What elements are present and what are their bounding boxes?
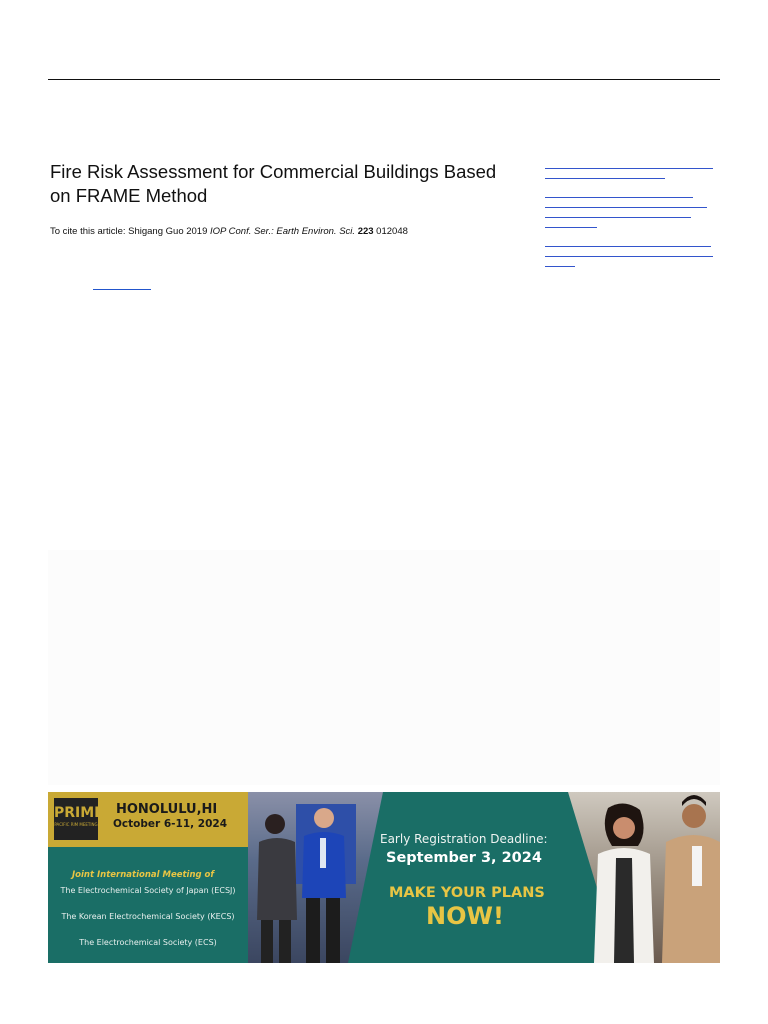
cta-line-2: NOW! bbox=[426, 902, 504, 930]
related-link-1[interactable] bbox=[545, 168, 715, 179]
related-link-2[interactable] bbox=[545, 197, 715, 228]
attendee-figure-1 bbox=[253, 810, 301, 963]
article-title: Fire Risk Assessment for Commercial Buildings Based on FRAME Method bbox=[50, 161, 497, 206]
joint-meeting-label: Joint International Meeting of bbox=[72, 870, 215, 880]
banner-city: HONOLULU,HI bbox=[116, 802, 218, 817]
citation-volume[interactable]: 223 bbox=[357, 226, 374, 237]
society-kecs: The Korean Electrochemical Society (KECS) bbox=[61, 912, 235, 921]
attendee-figure-4 bbox=[658, 792, 720, 963]
related-articles bbox=[545, 168, 715, 285]
early-registration-label: Early Registration Deadline: bbox=[380, 832, 548, 846]
citation-number: 012048 bbox=[373, 226, 408, 237]
header-rule bbox=[48, 79, 720, 80]
citation-prefix: To cite this article: Shigang Guo 2019 bbox=[50, 226, 211, 237]
cta-line-1: MAKE YOUR PLANS bbox=[389, 885, 545, 901]
blank-content-area bbox=[48, 550, 720, 785]
related-link-3[interactable] bbox=[545, 246, 715, 267]
citation-line bbox=[50, 226, 408, 237]
society-ecs: The Electrochemical Society (ECS) bbox=[79, 938, 217, 947]
deadline-date: September 3, 2024 bbox=[386, 850, 542, 866]
citation-journal[interactable]: IOP Conf. Ser.: Earth Environ. Sci. bbox=[210, 226, 356, 237]
conference-ad-banner[interactable] bbox=[48, 792, 720, 963]
attendee-figure-3 bbox=[588, 802, 660, 963]
banner-dates: October 6-11, 2024 bbox=[113, 818, 227, 830]
society-ecsj: The Electrochemical Society of Japan (ECSJ) bbox=[60, 886, 236, 895]
prime-logo: PRIME PACIFIC RIM MEETING bbox=[54, 798, 98, 840]
view-article-link[interactable] bbox=[93, 289, 151, 290]
banner-cta-panel bbox=[348, 792, 598, 963]
attendee-figure-2 bbox=[296, 802, 351, 963]
